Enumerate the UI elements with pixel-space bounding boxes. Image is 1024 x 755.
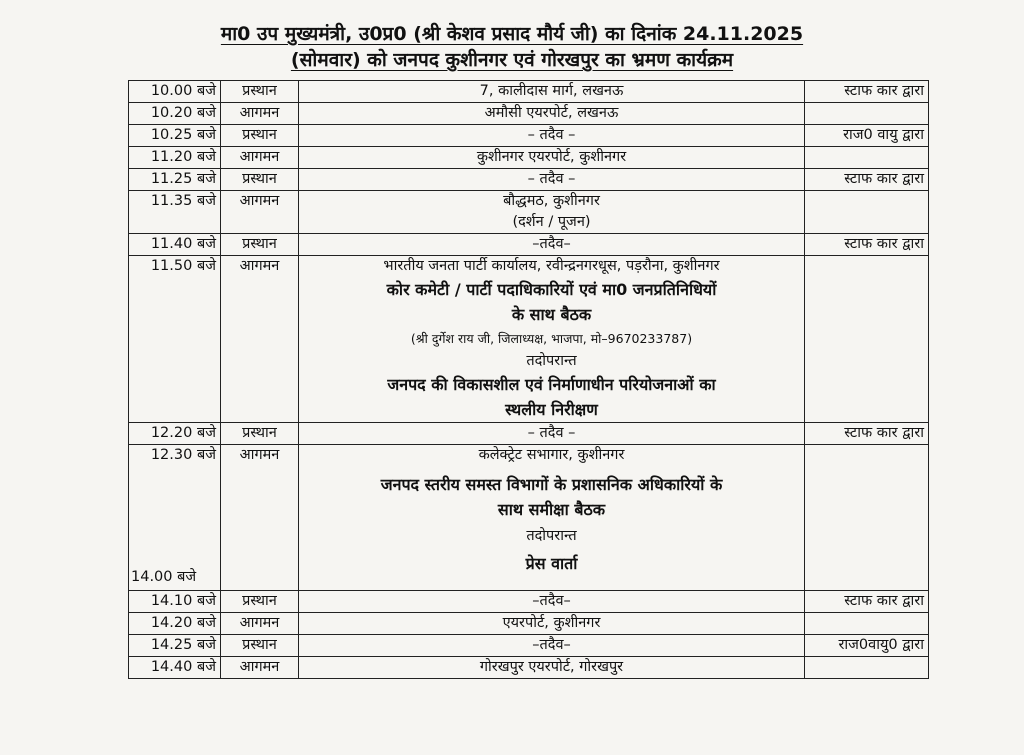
action-cell: आगमन [221, 657, 299, 679]
time-cell [129, 445, 221, 591]
action-cell: आगमन [221, 191, 299, 234]
place-line: बौद्धमठ, कुशीनगर [503, 193, 600, 209]
time-cell: 14.10 बजे [129, 591, 221, 613]
travel-mode-cell: स्टाफ कार द्वारा [805, 423, 929, 445]
schedule-row [129, 635, 929, 657]
travel-mode-cell [805, 445, 929, 591]
action-cell: प्रस्थान [221, 591, 299, 613]
action-cell: आगमन [221, 147, 299, 169]
place-line: कलेक्ट्रेट सभागार, कुशीनगर [478, 447, 625, 463]
travel-mode-cell: राज0 वायु द्वारा [805, 125, 929, 147]
place-cell: –तदैव– [299, 635, 805, 657]
travel-mode-cell [805, 103, 929, 125]
meeting-title-line: जनपद स्तरीय समस्त विभागों के प्रशासनिक अधिकारियों के [380, 475, 723, 494]
contact-line: (श्री दुर्गेश राय जी, जिलाध्यक्ष, भाजपा, मो–9670233787) [410, 331, 693, 346]
time-cell: 12.20 बजे [129, 423, 221, 445]
time-cell: 14.25 बजे [129, 635, 221, 657]
place-cell: एयरपोर्ट, कुशीनगर [299, 613, 805, 635]
time-cell: 11.50 बजे [129, 256, 221, 423]
meeting-title-line: साथ समीक्षा बैठक [497, 500, 606, 519]
action-cell: प्रस्थान [221, 125, 299, 147]
schedule-row [129, 613, 929, 635]
travel-mode-cell [805, 256, 929, 423]
travel-mode-cell: राज0वायु0 द्वारा [805, 635, 929, 657]
action-cell: प्रस्थान [221, 234, 299, 256]
place-cell: अमौसी एयरपोर्ट, लखनऊ [299, 103, 805, 125]
travel-mode-cell: स्टाफ कार द्वारा [805, 591, 929, 613]
time-cell: 11.20 बजे [129, 147, 221, 169]
time-cell: 10.25 बजे [129, 125, 221, 147]
place-cell: गोरखपुर एयरपोर्ट, गोरखपुर [299, 657, 805, 679]
travel-mode-cell: स्टाफ कार द्वारा [805, 81, 929, 103]
time-cell: 14.20 बजे [129, 613, 221, 635]
place-cell [299, 445, 805, 591]
schedule-row [129, 423, 929, 445]
place-line: (दर्शन / पूजन) [512, 214, 591, 230]
press-line: प्रेस वार्ता [525, 554, 578, 573]
schedule-row [129, 657, 929, 679]
action-cell: प्रस्थान [221, 169, 299, 191]
action-cell: प्रस्थान [221, 423, 299, 445]
time-cell: 11.40 बजे [129, 234, 221, 256]
place-cell [299, 256, 805, 423]
schedule-row [129, 445, 929, 591]
place-cell: –तदैव– [299, 234, 805, 256]
place-line: तदोपरान्त [526, 353, 577, 369]
schedule-row [129, 591, 929, 613]
action-cell: आगमन [221, 256, 299, 423]
schedule-row [129, 256, 929, 423]
document-title-line-1: मा0 उप मुख्यमंत्री, उ0प्र0 (श्री केशव प्रसाद मौर्य जी) का दिनांक 24.11.2025 [220, 23, 804, 45]
inspection-line: स्थलीय निरीक्षण [505, 400, 598, 419]
schedule-row [129, 125, 929, 147]
end-time: 14.00 बजे [131, 569, 197, 585]
schedule-row [129, 103, 929, 125]
place-line: तदोपरान्त [526, 528, 577, 544]
meeting-title-line: कोर कमेटी / पार्टी पदाधिकारियों एवं मा0 जनप्रतिनिधियों [386, 280, 717, 299]
document-title-line-2: (सोमवार) को जनपद कुशीनगर एवं गोरखपुर का भ्रमण कार्यक्रम [290, 49, 734, 71]
place-cell: – तदैव – [299, 125, 805, 147]
time-cell: 11.25 बजे [129, 169, 221, 191]
travel-mode-cell: स्टाफ कार द्वारा [805, 234, 929, 256]
time-cell: 14.40 बजे [129, 657, 221, 679]
time-cell: 10.00 बजे [129, 81, 221, 103]
schedule-row [129, 81, 929, 103]
place-line: भारतीय जनता पार्टी कार्यालय, रवीन्द्रनगरधूस, पड़रौना, कुशीनगर [383, 258, 720, 274]
travel-mode-cell [805, 613, 929, 635]
travel-mode-cell: स्टाफ कार द्वारा [805, 169, 929, 191]
place-cell: –तदैव– [299, 591, 805, 613]
schedule-table [128, 80, 929, 679]
action-cell: प्रस्थान [221, 635, 299, 657]
place-cell: कुशीनगर एयरपोर्ट, कुशीनगर [299, 147, 805, 169]
schedule-row [129, 191, 929, 234]
travel-mode-cell [805, 657, 929, 679]
action-cell: आगमन [221, 445, 299, 591]
place-cell: – तदैव – [299, 169, 805, 191]
travel-mode-cell [805, 147, 929, 169]
time-cell: 10.20 बजे [129, 103, 221, 125]
schedule-row [129, 234, 929, 256]
action-cell: प्रस्थान [221, 81, 299, 103]
meeting-title-line: के साथ बैठक [511, 305, 592, 324]
action-cell: आगमन [221, 103, 299, 125]
place-cell: 7, कालीदास मार्ग, लखनऊ [299, 81, 805, 103]
place-cell [299, 191, 805, 234]
start-time: 12.30 बजे [150, 447, 216, 463]
action-cell: आगमन [221, 613, 299, 635]
place-cell: – तदैव – [299, 423, 805, 445]
schedule-row [129, 169, 929, 191]
travel-mode-cell [805, 191, 929, 234]
inspection-line: जनपद की विकासशील एवं निर्माणाधीन परियोजनाओं का [387, 375, 716, 394]
time-cell: 11.35 बजे [129, 191, 221, 234]
schedule-row [129, 147, 929, 169]
